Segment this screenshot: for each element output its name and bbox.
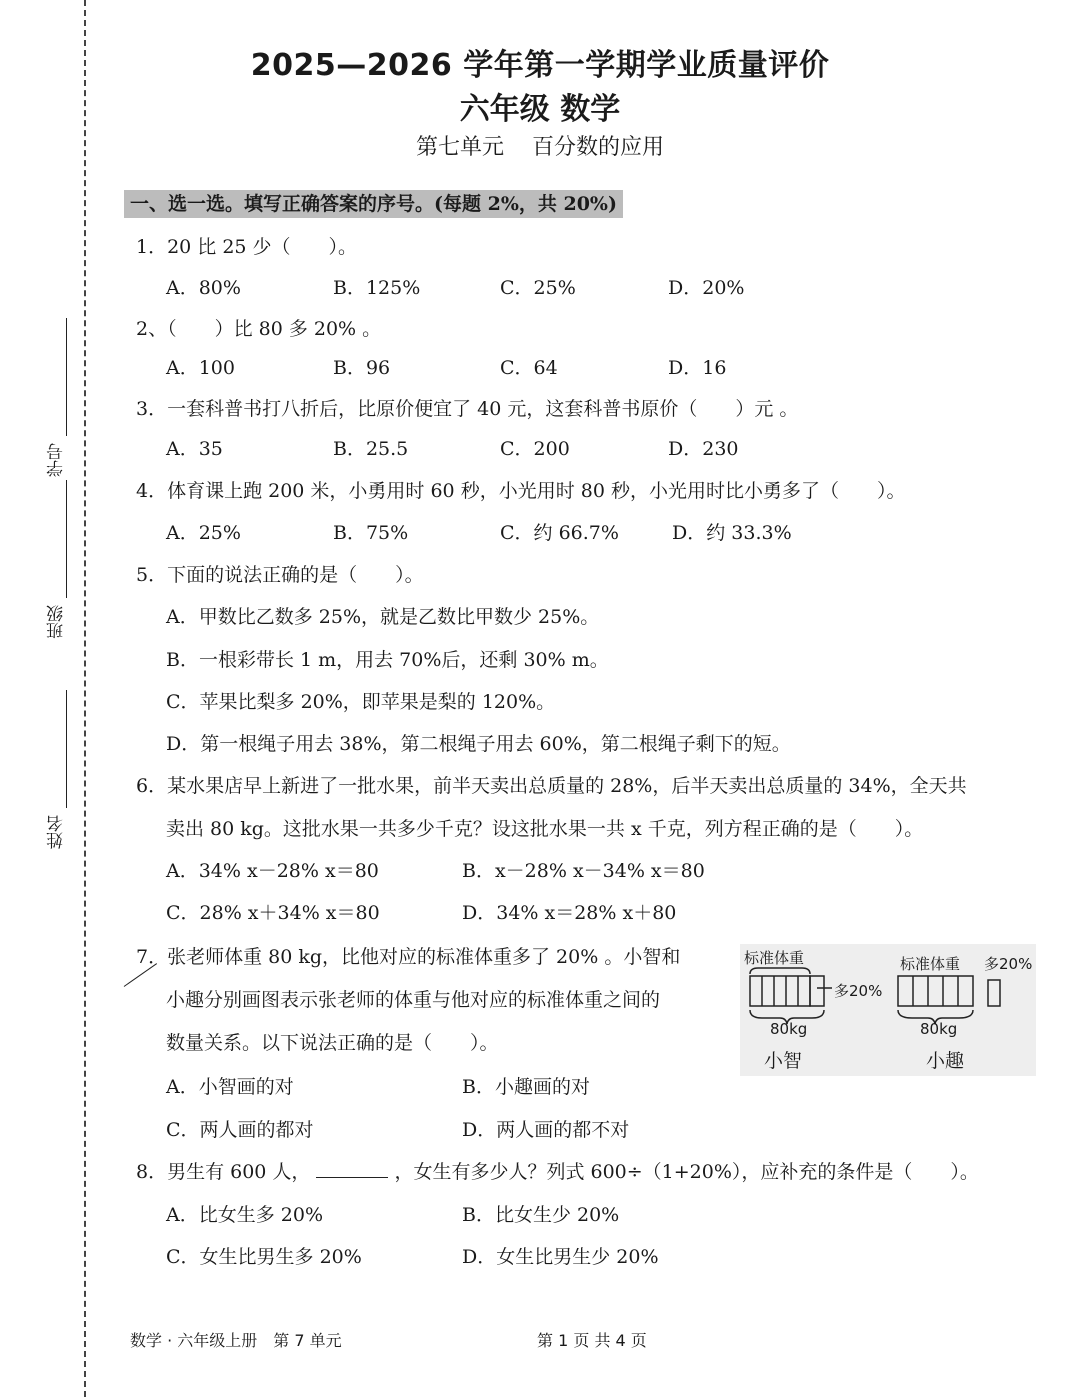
xiaoqu-extra-label: 多20% — [984, 955, 1033, 973]
q7-diagram — [740, 944, 1036, 1076]
question-7-line3: 数量关系。以下说法正确的是（ ）。 — [166, 1032, 499, 1054]
student-id-field — [44, 318, 72, 478]
xiaozhi-name: 小智 — [764, 1050, 803, 1072]
q2-option-b: B．96 — [333, 357, 391, 379]
q7-option-a: A．小智画的对 — [166, 1076, 294, 1098]
q5-option-c: C．苹果比梨多 20%，即苹果是梨的 120%。 — [166, 691, 556, 713]
q3-option-a: A．35 — [166, 438, 223, 460]
answer-blank[interactable] — [316, 1159, 388, 1178]
q2-option-a: A．100 — [166, 357, 235, 379]
q6-option-c: C．28% x＋34% x＝80 — [166, 902, 380, 924]
q3-option-d: D．230 — [668, 438, 739, 460]
q1-option-b: B．125% — [333, 277, 421, 299]
q7-option-c: C．两人画的都对 — [166, 1119, 314, 1141]
question-8 — [136, 1157, 979, 1184]
question-7-line1: 7．张老师体重 80 kg，比他对应的标准体重多了 20% 。小智和 — [136, 946, 681, 968]
name-rule — [66, 690, 67, 808]
question-7-line2: 小趣分别画图表示张老师的体重与他对应的标准体重之间的 — [166, 989, 661, 1011]
unit-number: 第七单元 — [415, 135, 504, 160]
question-6-line1: 6．某水果店早上新进了一批水果，前半天卖出总质量的 28%，后半天卖出总质量的 34%，全天共 — [136, 775, 967, 797]
xiaozhi-bar — [750, 968, 832, 1024]
q2-option-c: C．64 — [500, 357, 558, 379]
q3-option-c: C．200 — [500, 438, 570, 460]
section-heading: 一、选一选。填写正确答案的序号。(每题 2%，共 20%) — [124, 190, 623, 218]
xiaoqu-top-label: 标准体重 — [900, 955, 961, 973]
xiaozhi-extra-label: 多20% — [834, 982, 883, 1000]
unit-name: 百分数的应用 — [532, 135, 665, 160]
q1-option-c: C．25% — [500, 277, 576, 299]
q4-option-b: B．75% — [333, 522, 409, 544]
q5-option-a: A．甲数比乙数多 25%，就是乙数比甲数少 25%。 — [166, 606, 600, 628]
q7-option-d: D．两人画的都不对 — [462, 1119, 630, 1141]
unit-heading — [0, 130, 1080, 161]
footer-page-number: 第 1 页 共 4 页 — [537, 1331, 647, 1350]
q8-option-c: C．女生比男生多 20% — [166, 1246, 362, 1268]
q8-option-d: D．女生比男生少 20% — [462, 1246, 659, 1268]
xiaozhi-top-label: 标准体重 — [744, 949, 805, 967]
q6-option-b: B．x－28% x－34% x＝80 — [462, 860, 705, 882]
class-field — [44, 480, 72, 670]
q7-option-b: B．小趣画的对 — [462, 1076, 590, 1098]
q8-option-a: A．比女生多 20% — [166, 1204, 323, 1226]
q3-option-b: B．25.5 — [333, 438, 409, 460]
q1-option-d: D．20% — [668, 277, 745, 299]
xiaoqu-weight-label: 80kg — [920, 1020, 958, 1038]
exam-title: 2025—2026 学年第一学期学业质量评价 — [250, 48, 830, 83]
q5-option-b: B．一根彩带长 1 m，用去 70%后，还剩 30% m。 — [166, 649, 609, 671]
question-3: 3．一套科普书打八折后，比原价便宜了 40 元，这套科普书原价（ ）元 。 — [136, 398, 799, 420]
student-id-rule — [66, 318, 67, 436]
question-5: 5．下面的说法正确的是（ ）。 — [136, 564, 424, 586]
q8-option-b: B．比女生少 20% — [462, 1204, 620, 1226]
name-field — [44, 690, 72, 870]
class-rule — [66, 480, 67, 598]
question-8-pre: 8．男生有 600 人， — [136, 1161, 311, 1183]
xiaozhi-weight-label: 80kg — [770, 1020, 808, 1038]
q6-option-a: A．34% x－28% x＝80 — [166, 860, 379, 882]
xiaoqu-name: 小趣 — [926, 1050, 965, 1072]
q2-option-d: D．16 — [668, 357, 727, 379]
q4-option-a: A．25% — [166, 522, 241, 544]
name-label: 姓名 — [47, 815, 67, 849]
question-2: 2、（ ）比 80 多 20% 。 — [136, 318, 382, 340]
class-label: 班级 — [47, 605, 67, 639]
q6-option-d: D．34% x＝28% x＋80 — [462, 902, 677, 924]
q5-option-d: D．第一根绳子用去 38%，第二根绳子用去 60%，第二根绳子剩下的短。 — [166, 733, 791, 755]
question-1: 1．20 比 25 少（ ）。 — [136, 236, 358, 258]
q1-option-a: A．80% — [166, 277, 241, 299]
question-6-line2: 卖出 80 kg。这批水果一共多少千克？设这批水果一共 x 千克，列方程正确的是（ ）。 — [166, 818, 924, 840]
q4-option-c: C．约 66.7% — [500, 522, 619, 544]
q4-option-d: D．约 33.3% — [672, 522, 792, 544]
question-8-post: ，女生有多少人？列式 600÷（1+20%），应补充的条件是（ ）。 — [394, 1161, 979, 1183]
footer-course: 数学 · 六年级上册 第 7 单元 — [130, 1331, 342, 1350]
xiaoqu-bar — [898, 976, 1000, 1024]
exam-subtitle: 六年级 数学 — [459, 92, 621, 127]
binding-dashed-line — [84, 0, 86, 1397]
student-id-label: 学号 — [47, 443, 67, 477]
question-4: 4．体育课上跑 200 米，小勇用时 60 秒，小光用时 80 秒，小光用时比小勇多了（ ）。 — [136, 480, 906, 502]
